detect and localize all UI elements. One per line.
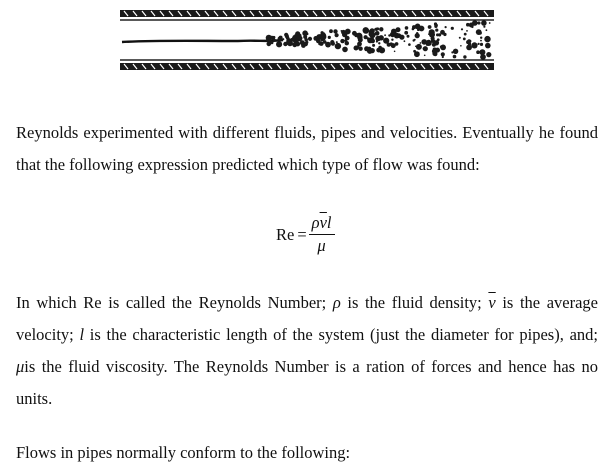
dye-particle bbox=[476, 50, 480, 54]
dye-particle bbox=[335, 33, 339, 37]
dye-particle bbox=[372, 44, 375, 47]
dye-particle bbox=[379, 27, 383, 31]
dye-particle bbox=[486, 29, 488, 31]
dye-particle bbox=[391, 39, 393, 41]
def-text-4: is the characteristic length of the system (just the diameter for pipes), and; bbox=[84, 325, 598, 344]
dye-particle bbox=[486, 52, 491, 57]
dye-particle bbox=[480, 43, 483, 46]
dye-particle bbox=[369, 32, 375, 38]
pipe-diagram bbox=[118, 4, 496, 76]
dye-particle bbox=[316, 39, 321, 44]
dye-particle bbox=[461, 28, 463, 30]
dye-particle bbox=[404, 40, 406, 42]
intro-line-2: found that the following expression predicted which type of flow was found: bbox=[16, 123, 598, 174]
flows-text: Flows in pipes normally conform to the following: bbox=[16, 443, 351, 462]
dye-particle bbox=[295, 42, 300, 47]
dye-particle bbox=[374, 28, 376, 30]
dye-particle bbox=[480, 37, 482, 39]
dye-particle bbox=[440, 45, 446, 51]
dye-particle bbox=[484, 36, 490, 42]
dye-particle bbox=[379, 47, 385, 53]
dye-particle bbox=[370, 39, 375, 44]
dye-particle bbox=[318, 34, 321, 37]
dye-particle bbox=[354, 33, 358, 37]
def-text-1: In which Re is called the Reynolds Number; bbox=[16, 293, 333, 312]
dye-particle bbox=[420, 42, 422, 44]
dye-particle bbox=[289, 43, 292, 46]
intro-paragraph bbox=[16, 117, 598, 181]
dye-particle bbox=[451, 27, 454, 30]
equation-fraction bbox=[309, 213, 335, 257]
dye-particle bbox=[395, 42, 399, 46]
dye-particle bbox=[363, 27, 369, 33]
dye-particle bbox=[487, 45, 489, 47]
dye-particle bbox=[271, 42, 273, 44]
dye-particle bbox=[387, 43, 391, 47]
dye-particle bbox=[469, 23, 474, 28]
dye-particle bbox=[282, 38, 284, 40]
dye-particle bbox=[272, 36, 275, 39]
dye-particle bbox=[379, 35, 384, 40]
dye-particle bbox=[440, 30, 445, 35]
dye-particle bbox=[413, 39, 415, 41]
dye-particle bbox=[370, 48, 375, 53]
dye-particle bbox=[408, 43, 411, 46]
dye-particle bbox=[404, 31, 408, 35]
dye-particle bbox=[482, 55, 485, 58]
dye-particle bbox=[459, 37, 461, 39]
dye-particle bbox=[335, 43, 341, 49]
dye-particle bbox=[391, 29, 397, 35]
dye-particle bbox=[460, 45, 462, 47]
dye-particle bbox=[284, 43, 287, 46]
dye-particle bbox=[416, 44, 422, 50]
dye-particle bbox=[328, 36, 331, 39]
dye-particle bbox=[417, 52, 419, 54]
dye-particle bbox=[489, 22, 491, 24]
def-mu: μ bbox=[16, 357, 25, 376]
dye-particle bbox=[345, 41, 349, 45]
equation-denominator: μ bbox=[317, 236, 326, 255]
eq-l: l bbox=[326, 213, 332, 232]
dye-turbulent-region bbox=[266, 20, 492, 60]
dye-particle bbox=[480, 40, 482, 42]
dye-particle bbox=[293, 36, 297, 40]
equation-numerator bbox=[309, 213, 335, 235]
dye-particle bbox=[428, 25, 432, 29]
dye-particle bbox=[356, 45, 360, 49]
dye-particle bbox=[435, 48, 440, 53]
dye-particle bbox=[322, 32, 326, 36]
dye-particle bbox=[378, 42, 380, 44]
dye-particle bbox=[476, 29, 482, 35]
dye-particle bbox=[344, 32, 347, 35]
dye-particle bbox=[463, 38, 466, 41]
dye-particle bbox=[304, 38, 308, 42]
dye-particle bbox=[324, 41, 326, 43]
dye-particle bbox=[477, 21, 480, 24]
dye-particle bbox=[276, 41, 282, 47]
dye-particle bbox=[415, 24, 421, 30]
equation-equals: = bbox=[297, 225, 307, 244]
dye-particle bbox=[445, 26, 447, 28]
dye-particle bbox=[424, 55, 426, 57]
dye-particle bbox=[453, 55, 457, 59]
dye-particle bbox=[384, 34, 386, 36]
definitions-paragraph bbox=[16, 287, 598, 415]
reynolds-equation bbox=[276, 211, 335, 259]
eq-vbar: $\overline{v}$ bbox=[319, 213, 327, 232]
dye-particle bbox=[294, 34, 296, 36]
dye-particle bbox=[297, 35, 302, 40]
dye-particle bbox=[342, 47, 348, 53]
dye-particle bbox=[329, 29, 333, 33]
dye-particle bbox=[336, 41, 338, 43]
dye-particle bbox=[423, 46, 428, 51]
dye-particle bbox=[437, 38, 440, 41]
dye-particle bbox=[453, 49, 458, 54]
dye-particle bbox=[436, 33, 439, 36]
eq-rho: ρ bbox=[311, 213, 320, 232]
dye-particle bbox=[279, 36, 283, 40]
def-text-5: is the fluid viscosity. The Reynolds Number is a ration of forces and hence has no units. bbox=[16, 357, 598, 408]
dye-particle bbox=[441, 52, 445, 56]
dye-particle bbox=[364, 35, 368, 39]
dye-particle bbox=[405, 26, 409, 30]
dye-particle bbox=[463, 55, 466, 58]
def-text-2: is the fluid density; bbox=[340, 293, 489, 312]
dye-particle bbox=[466, 40, 470, 44]
dye-particle bbox=[421, 39, 427, 45]
dye-particle bbox=[415, 33, 420, 38]
intro-line-1: Reynolds experimented with different fluids, pipes and velocities. Eventually he bbox=[16, 123, 555, 142]
dye-particle bbox=[330, 40, 334, 44]
dye-particle bbox=[364, 46, 369, 51]
dye-particle bbox=[340, 39, 344, 43]
dye-particle bbox=[268, 37, 272, 41]
dye-particle bbox=[466, 30, 468, 32]
def-l: l bbox=[79, 325, 85, 344]
dye-particle bbox=[308, 37, 312, 41]
def-text-3: is the average velocity; bbox=[16, 293, 599, 344]
dye-particle bbox=[464, 33, 467, 36]
dye-particle bbox=[407, 35, 410, 38]
def-vbar: $\overline{v}$ bbox=[488, 293, 496, 312]
dye-particle bbox=[306, 33, 308, 35]
def-rho: ρ bbox=[332, 293, 341, 312]
equation-lhs: Re bbox=[276, 225, 295, 244]
dye-particle bbox=[434, 25, 437, 28]
dye-streak-laminar bbox=[122, 40, 283, 42]
pipe-bottom-wall bbox=[120, 63, 494, 70]
dye-particle bbox=[412, 28, 415, 31]
dye-particle bbox=[428, 33, 430, 35]
flows-paragraph bbox=[16, 437, 598, 469]
turbulent-pipe-flow-figure bbox=[118, 4, 496, 76]
dye-particle bbox=[394, 51, 396, 53]
dye-particle bbox=[333, 29, 337, 33]
dye-particle bbox=[344, 39, 347, 42]
dye-particle bbox=[403, 36, 405, 38]
dye-particle bbox=[471, 42, 477, 48]
dye-particle bbox=[478, 43, 480, 45]
dye-particle bbox=[442, 56, 444, 58]
dye-particle bbox=[483, 26, 485, 28]
pipe-top-wall bbox=[120, 10, 494, 17]
dye-particle bbox=[267, 42, 272, 47]
dye-particle bbox=[479, 49, 485, 55]
dye-particle bbox=[466, 45, 472, 51]
dye-particle bbox=[435, 29, 438, 32]
dye-particle bbox=[481, 20, 487, 26]
dye-particle bbox=[273, 39, 276, 42]
dye-particle bbox=[375, 34, 377, 36]
